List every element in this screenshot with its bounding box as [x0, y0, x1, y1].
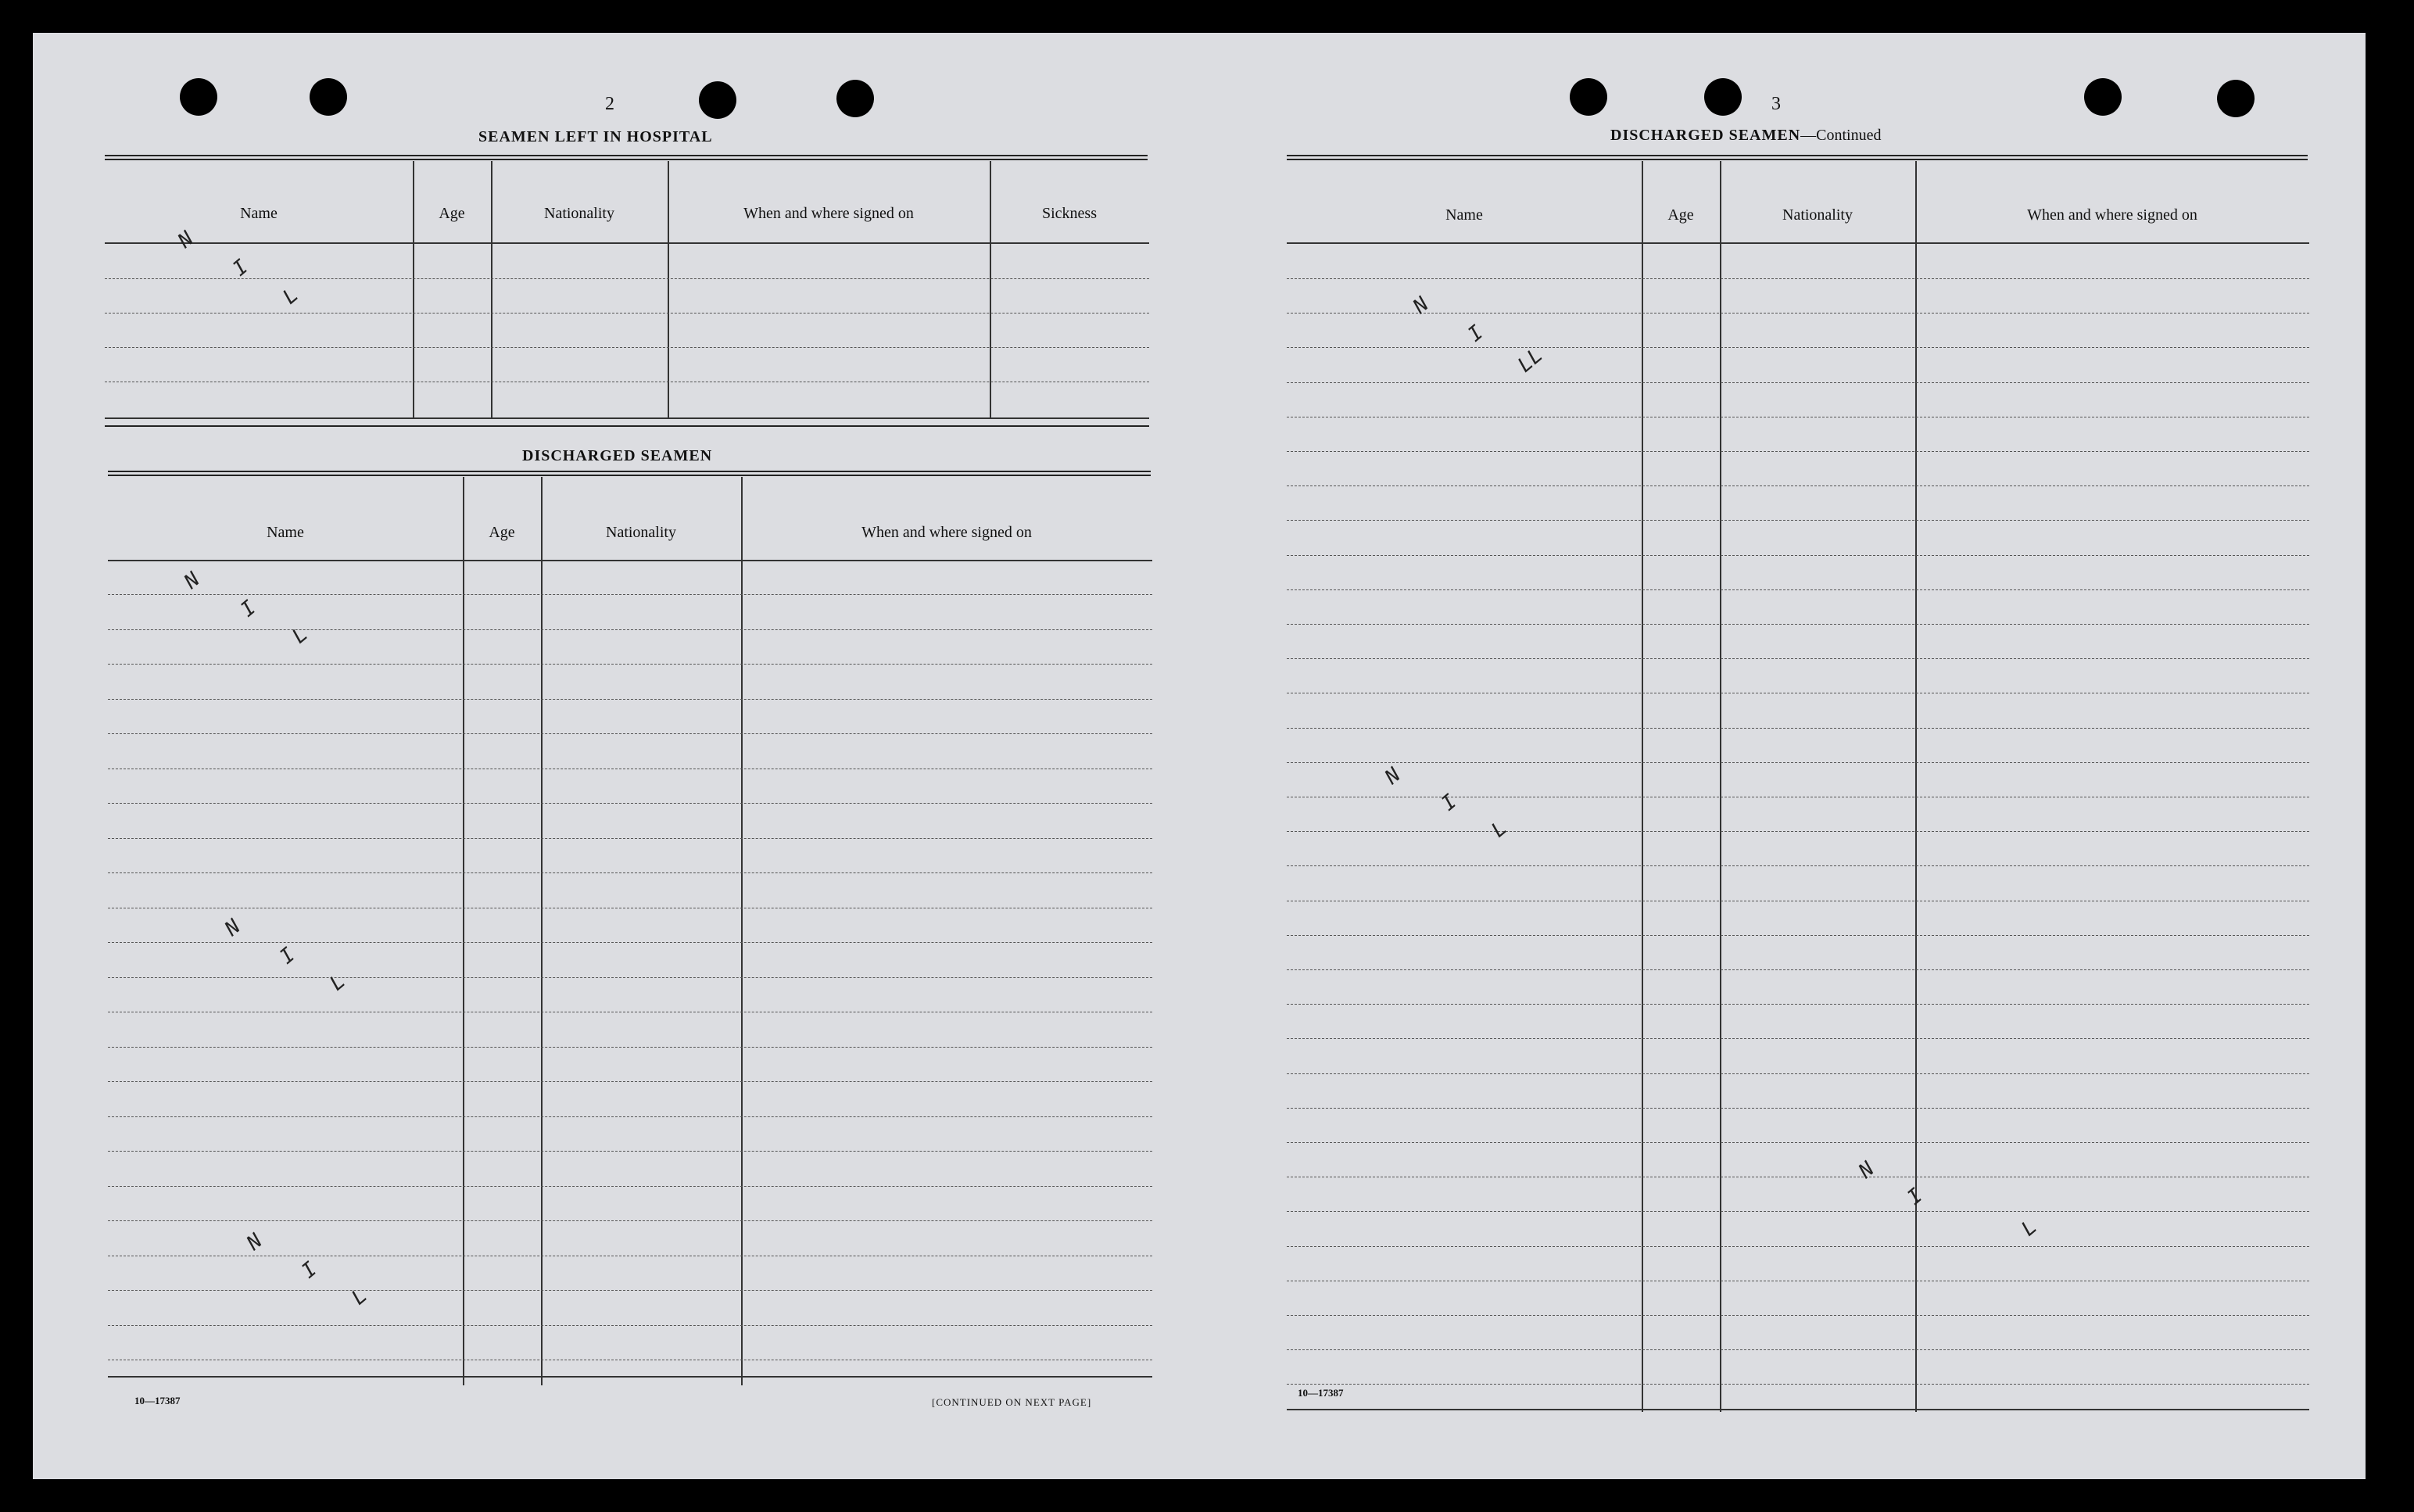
table-row [1287, 1384, 2309, 1385]
table-row [1287, 485, 2309, 486]
table-row [1287, 278, 2309, 279]
table-row [1287, 313, 2309, 314]
table-row [105, 313, 1149, 314]
column-header-name: Name [1445, 206, 1483, 224]
nil-stamp-letter: N [1409, 292, 1434, 319]
nil-stamp-letter: I [236, 596, 261, 622]
table-row [108, 977, 1152, 978]
nil-stamp-letter: N [180, 568, 205, 594]
table-row [108, 872, 1152, 873]
nil-stamp-letter: I [275, 943, 300, 969]
title-rule [105, 155, 1148, 160]
table-row [105, 347, 1149, 348]
nil-stamp-letter: N [174, 227, 199, 253]
column-header-nationality: Nationality [1782, 206, 1853, 224]
table-row [108, 1290, 1152, 1291]
table-row [1287, 1004, 2309, 1005]
nil-stamp-letter: L [347, 1284, 372, 1310]
discharged-continued-table [1287, 161, 2309, 1412]
form-number: 10—17387 [1298, 1387, 1344, 1399]
table-row [1287, 1142, 2309, 1143]
page-number: 2 [605, 94, 614, 114]
table-row [108, 664, 1152, 665]
table-row [1287, 1246, 2309, 1247]
column-header-name: Name [267, 524, 304, 541]
nil-stamp-letter: L [1487, 816, 1512, 843]
table-row [1287, 762, 2309, 763]
table-row [108, 1047, 1152, 1048]
table-row [108, 838, 1152, 839]
left-page [33, 33, 1199, 1479]
nil-stamp-letter: I [1437, 790, 1462, 816]
column-header-nationality: Nationality [606, 524, 676, 541]
table-row [108, 733, 1152, 734]
nil-stamp-letter: I [297, 1257, 322, 1284]
table-row [1287, 935, 2309, 936]
nil-stamp-letter: N [1381, 763, 1406, 790]
table-row [108, 1151, 1152, 1152]
table-row [108, 1081, 1152, 1082]
table-row [1287, 1315, 2309, 1316]
table-row [1287, 382, 2309, 383]
discharged-section-title: DISCHARGED SEAMEN [522, 447, 713, 464]
nil-stamp-letter: I [1903, 1184, 1928, 1210]
table-row [108, 1116, 1152, 1117]
table-row [1287, 1108, 2309, 1109]
table-row [108, 1186, 1152, 1187]
form-number: 10—17387 [134, 1395, 181, 1406]
table-row [1287, 1349, 2309, 1350]
table-row [1287, 1038, 2309, 1039]
nil-stamp-letter: N [242, 1229, 267, 1256]
table-row [108, 1220, 1152, 1221]
column-header-signed-on: When and where signed on [2027, 206, 2197, 224]
column-header-signed-on: When and where signed on [861, 524, 1032, 541]
column-header-name: Name [240, 205, 278, 222]
table-row [108, 699, 1152, 700]
page-number: 3 [1771, 94, 1781, 114]
discharged-continued-title: DISCHARGED SEAMEN—Continued [1610, 127, 1882, 144]
table-row [1287, 1073, 2309, 1074]
table-row [1287, 1211, 2309, 1212]
table-row [1287, 520, 2309, 521]
nil-stamp-letter: L [2017, 1215, 2042, 1241]
table-row [1287, 624, 2309, 625]
table-row [1287, 728, 2309, 729]
table-row [1287, 347, 2309, 348]
column-header-signed-on: When and where signed on [743, 205, 914, 222]
table-row [1287, 555, 2309, 556]
table-row [1287, 831, 2309, 832]
nil-stamp-letter: L [288, 622, 313, 649]
nil-stamp-letter: L [278, 283, 303, 310]
table-row [108, 803, 1152, 804]
nil-stamp-letter: N [1854, 1157, 1879, 1184]
continued-note: [CONTINUED ON NEXT PAGE] [932, 1396, 1092, 1408]
nil-stamp-letter: L [325, 969, 350, 996]
table-row [108, 942, 1152, 943]
table-row [1287, 658, 2309, 659]
nil-stamp-letter: LL [1513, 343, 1548, 378]
scanned-document [33, 33, 2366, 1479]
title-rule [108, 471, 1151, 476]
title-rule [1287, 155, 2308, 160]
nil-stamp-letter: I [1463, 321, 1488, 347]
column-header-nationality: Nationality [544, 205, 614, 222]
table-row [1287, 865, 2309, 866]
column-header-age: Age [1667, 206, 1694, 224]
hospital-section-title: SEAMEN LEFT IN HOSPITAL [478, 128, 713, 145]
table-row [105, 278, 1149, 279]
table-row [108, 629, 1152, 630]
nil-stamp-letter: N [220, 915, 245, 941]
table-row [1287, 969, 2309, 970]
table-row [108, 594, 1152, 595]
table-row [108, 1325, 1152, 1326]
column-header-age: Age [439, 205, 465, 222]
hospital-table [105, 161, 1149, 419]
nil-stamp-letter: I [228, 255, 253, 281]
table-row [1287, 589, 2309, 590]
column-header-age: Age [489, 524, 515, 541]
table-row [1287, 451, 2309, 452]
column-header-sickness: Sickness [1042, 205, 1097, 222]
right-page [1199, 33, 2366, 1479]
